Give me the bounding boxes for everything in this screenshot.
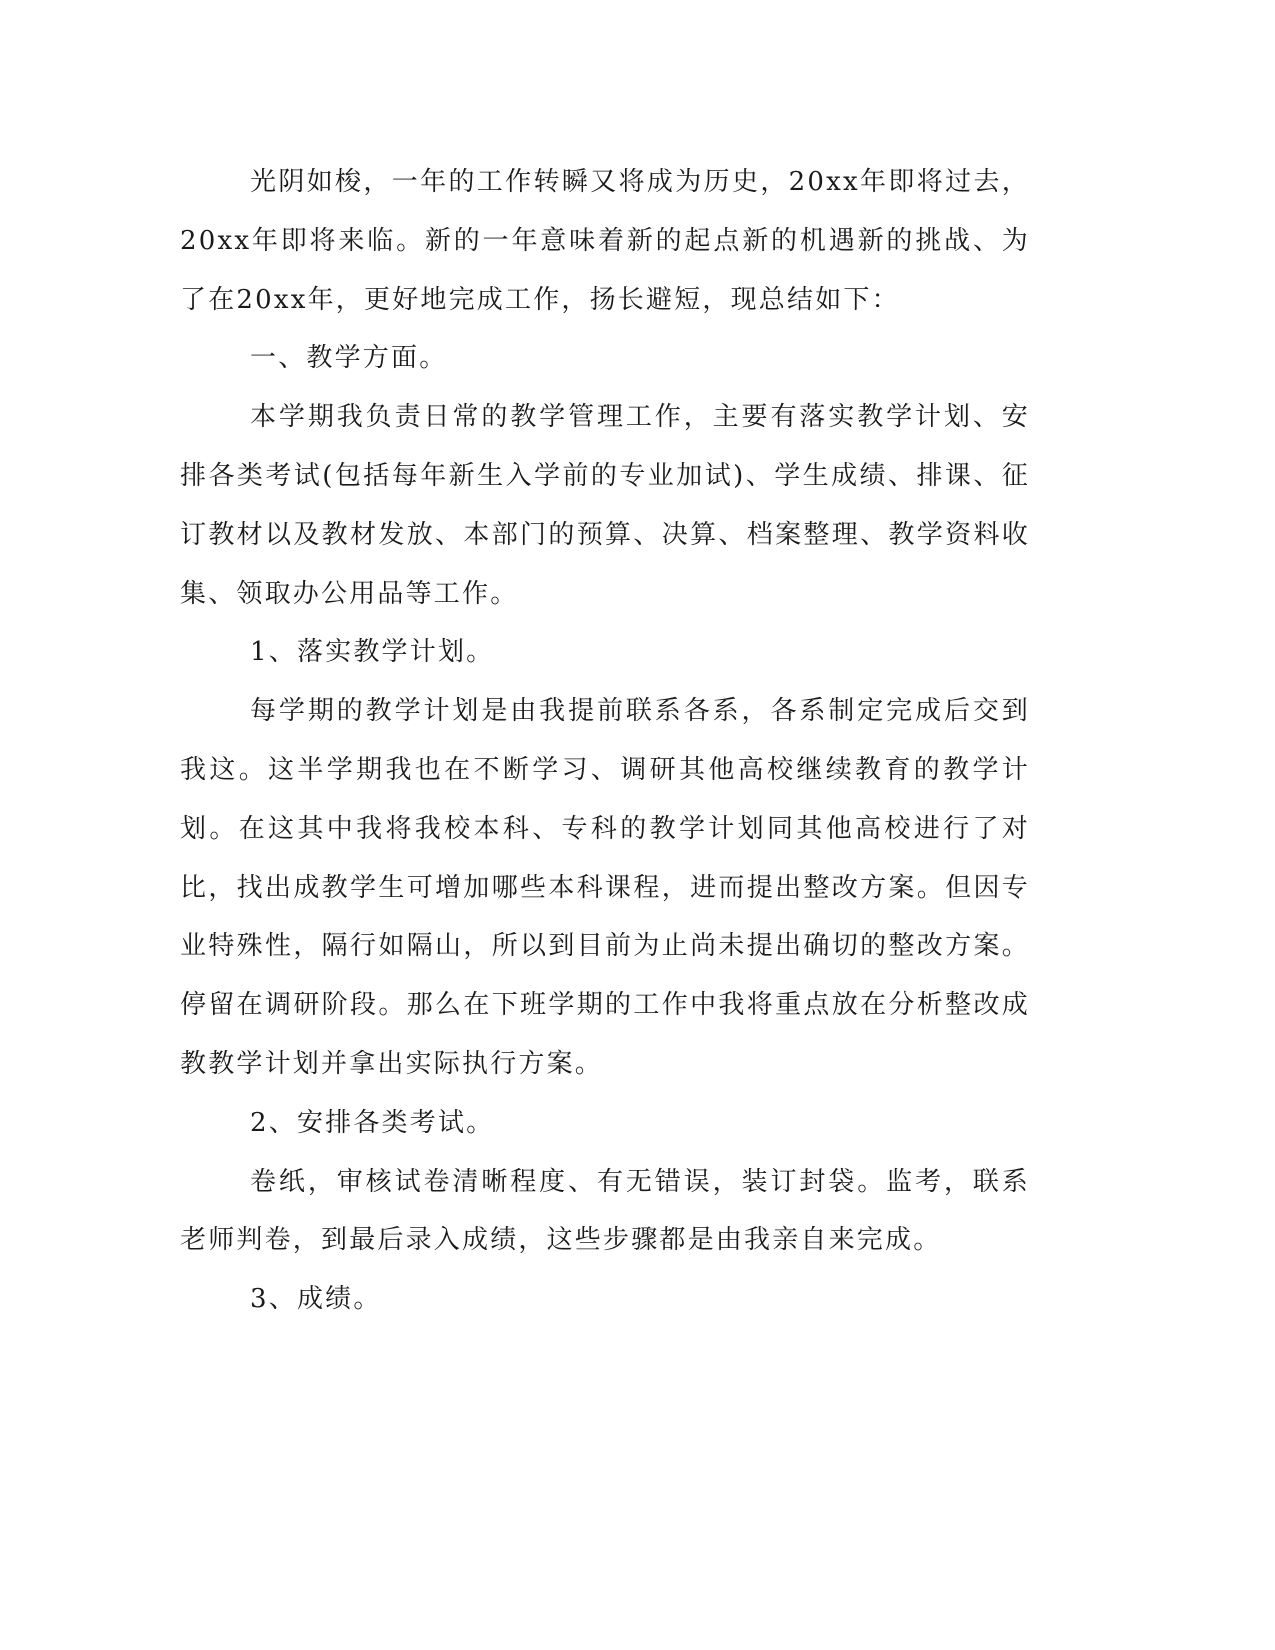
paragraph-duties: 本学期我负责日常的教学管理工作，主要有落实教学计划、安排各类考试(包括每年新生入学前的专业加试)、学生成绩、排课、征订教材以及教材发放、本部门的预算、决算、档案整理、教学资料收集、领取办公用品等工作。: [180, 402, 1030, 609]
subheading-teaching-plan: 1、落实教学计划。: [250, 637, 495, 668]
subheading-grades: 3、成绩。: [250, 1284, 382, 1315]
subheading-exams: 2、安排各类考试。: [250, 1107, 495, 1138]
paragraph-intro: 光阴如梭，一年的工作转瞬又将成为历史，20xx年即将过去，20xx年即将来临。新的一年意味着新的起点新的机遇新的挑战、为了在20xx年，更好地完成工作，扬长避短，现总结如下：: [180, 167, 1030, 315]
paragraph-teaching-plan: 每学期的教学计划是由我提前联系各系，各系制定完成后交到我这。这半学期我也在不断学习、调研其他高校继续教育的教学计划。在这其中我将我校本科、专科的教学计划同其他高校进行了对比，找出成教学生可增加哪些本科课程，进而提出整改方案。但因专业特殊性，隔行如隔山，所以到目前为止尚未提出确切的整改方案。停留在调研阶段。那么在下班学期的工作中我将重点放在分析整改成教教学计划并拿出实际执行方案。: [180, 696, 1030, 1079]
section-heading-teaching: 一、教学方面。: [250, 343, 448, 374]
paragraph-exams: 卷纸，审核试卷清晰程度、有无错误，装订封袋。监考，联系老师判卷，到最后录入成绩，这些步骤都是由我亲自来完成。: [180, 1166, 1030, 1256]
document-page: [180, 153, 1030, 1329]
